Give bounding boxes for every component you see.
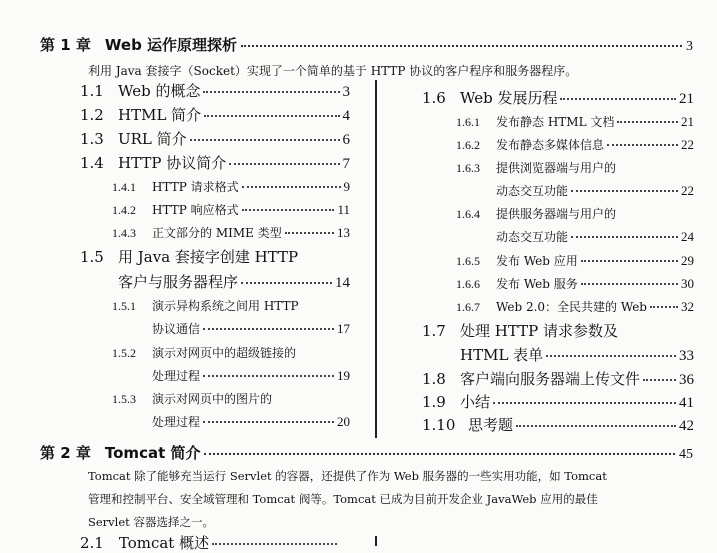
chapter-title: Web 运作原理探析 [104,36,238,54]
toc-subentry-line2: 动态交互功能 22 [496,183,694,198]
toc-subentry-line1: 1.5.2 演示对网页中的超级链接的 [112,346,297,360]
toc-entry-line2: 客户与服务器程序 14 [118,273,350,291]
toc-subentry-line2: 协议通信 17 [152,321,350,336]
toc-entry: 1.10 思考题 42 [422,416,694,434]
toc-subentry-line2: 处理过程 20 [152,414,350,429]
toc-subentry: 1.4.3 正文部分的 MIME 类型 13 [112,225,350,240]
toc-entry-line1: 1.7 处理 HTTP 请求参数及 [422,322,618,340]
toc-subentry: 1.6.5 发布 Web 应用 29 [456,253,694,268]
toc-subentry-line1: 1.5.1 演示异构系统之间用 HTTP [112,299,299,313]
toc-subentry: 1.4.2 HTTP 响应格式 11 [112,202,350,217]
toc-entry: 1.1 Web 的概念 3 [80,82,350,100]
chapter-2-description-line2: 管理和控制平台、安全域管理和 Tomcat 阀等。Tomcat 已成为目前开发企业 JavaWeb 应用的最佳 [88,492,598,506]
chapter-1-description: 利用 Java 套接字（Socket）实现了一个简单的基于 HTTP 协议的客户程序和服务器程序。 [88,64,578,78]
toc-entry-line2: HTML 表单 33 [460,346,694,364]
toc-subentry-line2: 处理过程 19 [152,368,350,383]
chapter-title: Tomcat 简介 [104,444,201,462]
toc-entry: 1.3 URL 简介 6 [80,130,350,148]
chapter-number: 第 2 章 [40,444,91,462]
toc-entry: 1.6 Web 发展历程 21 [422,89,694,107]
toc-entry: 1.2 HTML 简介 4 [80,106,350,124]
toc-subentry: 1.6.1 发布静态 HTML 文档 21 [456,114,694,129]
chapter-1-heading [40,34,693,56]
toc-subentry: 1.4.1 HTTP 请求格式 9 [112,179,350,194]
toc-subentry: 1.6.7 Web 2.0：全民共建的 Web 32 [456,299,694,314]
chapter-page: 45 [679,447,693,462]
toc-entry: 1.4 HTTP 协议简介 7 [80,154,350,172]
toc-subentry-line2: 动态交互功能 24 [496,229,694,244]
chapter-2-description-line3: Servlet 容器选择之一。 [88,515,214,529]
toc-subentry-line1: 1.5.3 演示对网页中的图片的 [112,392,273,406]
toc-entry-line1: 1.5 用 Java 套接字创建 HTTP [80,248,299,266]
chapter-2-heading [40,442,693,464]
toc-subentry-line1: 1.6.4 提供服务器端与用户的 [456,207,617,221]
column-divider-bottom [375,536,377,546]
chapter-2-description-line1: Tomcat 除了能够充当运行 Servlet 的容器，还提供了作为 Web 服务器的一些实用功能，如 Tomcat [88,469,607,483]
toc-subentry-line1: 1.6.3 提供浏览器端与用户的 [456,161,617,175]
column-divider [375,80,377,438]
chapter-number: 第 1 章 [40,36,91,54]
toc-entry: 1.9 小结 41 [422,393,694,411]
leader-dots [204,453,675,455]
toc-entry: 1.8 客户端向服务器端上传文件 36 [422,370,694,388]
toc-subentry: 1.6.6 发布 Web 服务 30 [456,276,694,291]
leader-dots [241,45,682,47]
toc-subentry: 1.6.2 发布静态多媒体信息 22 [456,137,694,152]
toc-entry-cutoff: 2.1 Tomcat 概述 [80,532,340,553]
chapter-page: 3 [686,39,693,54]
